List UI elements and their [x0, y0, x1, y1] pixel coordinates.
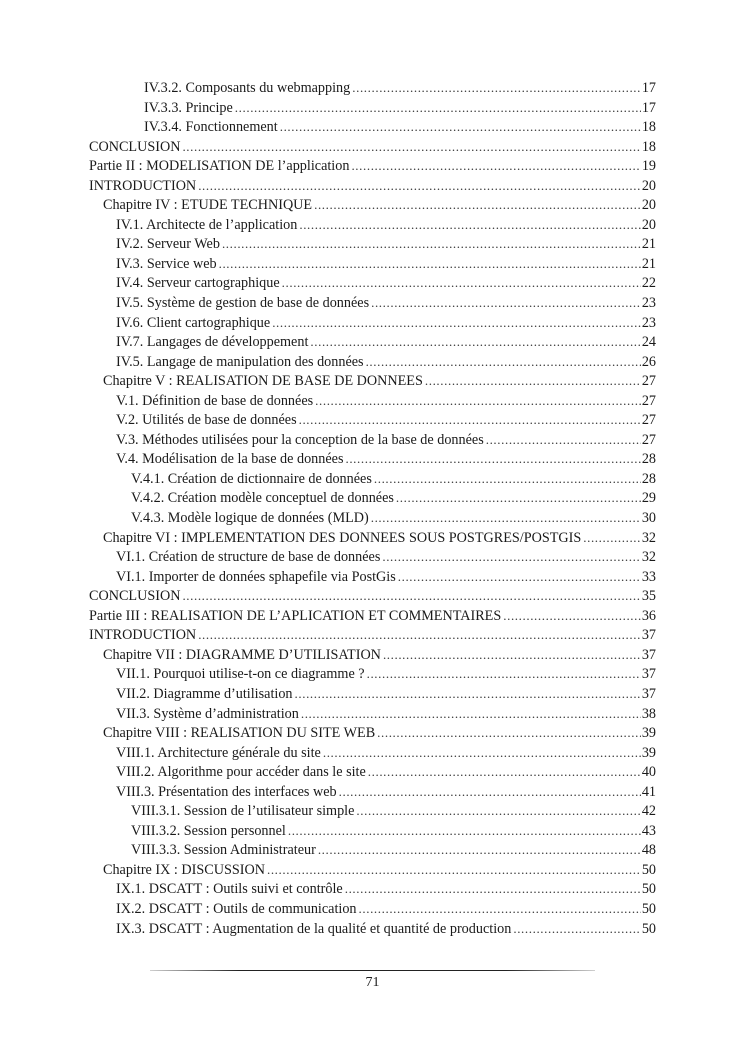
toc-entry[interactable] [89, 606, 656, 626]
toc-entry-page: 23 [641, 314, 656, 331]
toc-entry-label: VII.3. Système d’administration [116, 705, 299, 722]
toc-entry[interactable] [103, 528, 656, 548]
toc-entry[interactable] [89, 156, 656, 176]
toc-leader-dots [301, 704, 641, 724]
toc-entry[interactable] [116, 743, 656, 763]
toc-entry-page: 21 [641, 255, 656, 272]
toc-leader-dots [374, 469, 641, 489]
toc-leader-dots [288, 821, 641, 841]
toc-entry-page: 27 [641, 431, 656, 448]
toc-entry[interactable] [131, 469, 656, 489]
toc-entry-label: V.4. Modélisation de la base de données [116, 451, 344, 468]
toc-entry-page: 17 [641, 99, 656, 116]
toc-entry-label: INTRODUCTION [89, 177, 197, 194]
toc-entry-label: VI.1. Création de structure de base de données [116, 549, 381, 566]
toc-entry-page: 41 [641, 783, 656, 800]
toc-leader-dots [198, 625, 641, 645]
toc-entry[interactable] [89, 586, 656, 606]
toc-entry-page: 32 [641, 529, 656, 546]
footer-divider [150, 970, 595, 971]
toc-entry-label: CONCLUSION [89, 588, 181, 605]
toc-leader-dots [377, 723, 641, 743]
toc-entry-page: 18 [641, 138, 656, 155]
toc-leader-dots [295, 684, 641, 704]
toc-entry-page: 39 [641, 744, 656, 761]
toc-entry[interactable] [103, 645, 656, 665]
toc-entry[interactable] [116, 664, 656, 684]
toc-entry[interactable] [116, 879, 656, 899]
toc-entry-page: 28 [641, 451, 656, 468]
toc-entry-label: IV.3. Service web [116, 255, 217, 272]
toc-leader-dots [351, 156, 640, 176]
toc-entry-label: VIII.1. Architecture générale du site [116, 744, 321, 761]
toc-entry-label: IV.7. Langages de développement [116, 334, 309, 351]
toc-entry-page: 37 [641, 646, 656, 663]
toc-entry-label: Chapitre V : REALISATION DE BASE DE DONNEES [103, 373, 423, 390]
toc-entry[interactable] [116, 430, 656, 450]
toc-leader-dots [267, 860, 641, 880]
toc-entry-label: VIII.3.2. Session personnel [131, 822, 286, 839]
toc-entry[interactable] [103, 860, 656, 880]
toc-entry-label: IV.3.3. Principe [144, 99, 233, 116]
toc-entry[interactable] [116, 234, 656, 254]
toc-entry[interactable] [103, 723, 656, 743]
toc-entry-label: IV.5. Système de gestion de base de données [116, 295, 370, 312]
toc-entry-label: VIII.3. Présentation des interfaces web [116, 783, 337, 800]
toc-entry-page: 42 [641, 803, 656, 820]
toc-leader-dots [280, 117, 641, 137]
toc-entry[interactable] [116, 332, 656, 352]
toc-entry[interactable] [116, 762, 656, 782]
toc-entry[interactable] [116, 449, 656, 469]
toc-leader-dots [315, 391, 641, 411]
toc-entry[interactable] [131, 840, 656, 860]
toc-entry-label: Partie II : MODELISATION DE l’application [89, 158, 350, 175]
toc-entry-page: 48 [641, 842, 656, 859]
toc-entry[interactable] [116, 352, 656, 372]
toc-entry-page: 37 [641, 666, 656, 683]
toc-entry-label: INTRODUCTION [89, 627, 197, 644]
toc-leader-dots [356, 801, 640, 821]
toc-entry-label: IV.1. Architecte de l’application [116, 216, 298, 233]
toc-entry[interactable] [116, 919, 656, 939]
toc-entry-page: 22 [641, 275, 656, 292]
toc-entry-page: 50 [641, 900, 656, 917]
toc-entry-label: VIII.3.3. Session Administrateur [131, 842, 316, 859]
toc-leader-dots [425, 371, 641, 391]
toc-leader-dots [222, 234, 641, 254]
toc-entry[interactable] [116, 391, 656, 411]
toc-entry[interactable] [89, 176, 656, 196]
toc-leader-dots [368, 762, 641, 782]
toc-leader-dots [219, 254, 641, 274]
toc-leader-dots [383, 645, 641, 665]
toc-entry[interactable] [103, 371, 656, 391]
toc-entry-page: 43 [641, 822, 656, 839]
table-of-contents [0, 78, 745, 938]
toc-entry-page: 36 [641, 607, 656, 624]
toc-entry-label: V.2. Utilités de base de données [116, 412, 297, 429]
toc-leader-dots [299, 410, 641, 430]
toc-leader-dots [314, 195, 641, 215]
toc-leader-dots [382, 547, 640, 567]
toc-entry-page: 50 [641, 881, 656, 898]
toc-entry-label: Chapitre IX : DISCUSSION [103, 861, 265, 878]
toc-leader-dots [345, 879, 641, 899]
toc-entry-page: 24 [641, 334, 656, 351]
toc-leader-dots [182, 137, 640, 157]
toc-entry-label: VIII.2. Algorithme pour accéder dans le site [116, 764, 366, 781]
toc-entry-label: VII.2. Diagramme d’utilisation [116, 685, 293, 702]
toc-entry[interactable] [116, 215, 656, 235]
toc-entry[interactable] [144, 78, 656, 98]
toc-entry-page: 20 [641, 216, 656, 233]
toc-entry[interactable] [131, 488, 656, 508]
toc-leader-dots [583, 528, 641, 548]
toc-leader-dots [235, 98, 641, 118]
toc-entry[interactable] [116, 899, 656, 919]
page-number: 71 [365, 975, 380, 990]
toc-entry-label: IX.3. DSCATT : Augmentation de la qualité et quantité de production [116, 920, 512, 937]
toc-entry-page: 30 [641, 510, 656, 527]
toc-leader-dots [359, 899, 641, 919]
toc-entry-page: 50 [641, 861, 656, 878]
toc-entry-page: 37 [641, 627, 656, 644]
toc-leader-dots [323, 743, 641, 763]
toc-leader-dots [396, 488, 641, 508]
toc-entry[interactable] [116, 782, 656, 802]
toc-entry-label: CONCLUSION [89, 138, 181, 155]
toc-entry-page: 27 [641, 392, 656, 409]
toc-entry-page: 32 [641, 549, 656, 566]
toc-entry-page: 21 [641, 236, 656, 253]
toc-entry[interactable] [131, 801, 656, 821]
toc-entry-page: 28 [641, 470, 656, 487]
toc-entry-label: IV.2. Serveur Web [116, 236, 220, 253]
toc-leader-dots [398, 567, 641, 587]
toc-entry[interactable] [144, 117, 656, 137]
toc-entry-label: Partie III : REALISATION DE L’APLICATION ET COMMENTAIRES [89, 607, 502, 624]
toc-leader-dots [272, 313, 641, 333]
toc-entry[interactable] [103, 195, 656, 215]
toc-entry[interactable] [116, 547, 656, 567]
toc-leader-dots [345, 449, 640, 469]
toc-leader-dots [182, 586, 640, 606]
toc-entry[interactable] [131, 508, 656, 528]
toc-entry-label: IV.5. Langage de manipulation des données [116, 353, 364, 370]
toc-entry[interactable] [116, 273, 656, 293]
toc-entry-page: 18 [641, 119, 656, 136]
toc-entry-page: 38 [641, 705, 656, 722]
toc-entry-label: IV.3.2. Composants du webmapping [144, 80, 351, 96]
toc-entry-page: 20 [641, 197, 656, 214]
toc-leader-dots [299, 215, 640, 235]
toc-entry-label: Chapitre IV : ETUDE TECHNIQUE [103, 197, 313, 214]
toc-entry-label: V.1. Définition de base de données [116, 392, 314, 409]
toc-leader-dots [367, 664, 641, 684]
toc-entry[interactable] [144, 98, 656, 118]
toc-entry-label: V.4.3. Modèle logique de données (MLD) [131, 510, 369, 527]
toc-leader-dots [366, 352, 641, 372]
toc-entry-label: Chapitre VII : DIAGRAMME D’UTILISATION [103, 646, 381, 663]
toc-leader-dots [310, 332, 640, 352]
toc-entry-page: 20 [641, 177, 656, 194]
toc-leader-dots [198, 176, 641, 196]
toc-entry-page: 50 [641, 920, 656, 937]
toc-entry[interactable] [89, 625, 656, 645]
toc-entry-page: 23 [641, 295, 656, 312]
toc-entry[interactable] [116, 410, 656, 430]
toc-entry-page: 37 [641, 685, 656, 702]
toc-entry-page: 27 [641, 373, 656, 390]
toc-leader-dots [339, 782, 641, 802]
toc-leader-dots [371, 293, 641, 313]
toc-entry-label: IV.3.4. Fonctionnement [144, 119, 278, 136]
toc-entry-page: 27 [641, 412, 656, 429]
toc-leader-dots [352, 78, 641, 98]
toc-entry-page: 19 [641, 158, 656, 175]
toc-leader-dots [371, 508, 641, 528]
toc-entry-page: 17 [641, 80, 656, 96]
toc-entry[interactable] [131, 821, 656, 841]
toc-entry-label: VIII.3.1. Session de l’utilisateur simple [131, 803, 355, 820]
toc-entry[interactable] [116, 313, 656, 333]
toc-leader-dots [282, 273, 641, 293]
toc-entry-page: 26 [641, 353, 656, 370]
toc-entry[interactable] [89, 137, 656, 157]
toc-entry-page: 35 [641, 588, 656, 605]
toc-entry-label: Chapitre VIII : REALISATION DU SITE WEB [103, 725, 376, 742]
toc-entry-label: IV.6. Client cartographique [116, 314, 271, 331]
toc-entry-label: VI.1. Importer de données sphapefile via PostGis [116, 568, 396, 585]
toc-leader-dots [503, 606, 641, 626]
toc-entry-page: 39 [641, 725, 656, 742]
toc-entry-label: V.4.2. Création modèle conceptuel de données [131, 490, 394, 507]
toc-entry[interactable] [116, 567, 656, 587]
toc-leader-dots [513, 919, 640, 939]
toc-entry-label: V.3. Méthodes utilisées pour la conception de la base de données [116, 431, 484, 448]
toc-entry[interactable] [116, 704, 656, 724]
toc-leader-dots [318, 840, 641, 860]
toc-entry-label: IX.2. DSCATT : Outils de communication [116, 900, 357, 917]
toc-entry-label: IV.4. Serveur cartographique [116, 275, 280, 292]
toc-entry-page: 40 [641, 764, 656, 781]
toc-entry[interactable] [116, 254, 656, 274]
toc-entry-page: 29 [641, 490, 656, 507]
toc-entry-page: 33 [641, 568, 656, 585]
toc-entry-label: VII.1. Pourquoi utilise-t-on ce diagramme ? [116, 666, 365, 683]
toc-entry-label: V.4.1. Création de dictionnaire de données [131, 470, 372, 487]
toc-entry-label: Chapitre VI : IMPLEMENTATION DES DONNEES SOUS POSTGRES/POSTGIS [103, 529, 582, 546]
toc-entry[interactable] [116, 293, 656, 313]
toc-entry[interactable] [116, 684, 656, 704]
toc-leader-dots [486, 430, 641, 450]
toc-entry-label: IX.1. DSCATT : Outils suivi et contrôle [116, 881, 343, 898]
